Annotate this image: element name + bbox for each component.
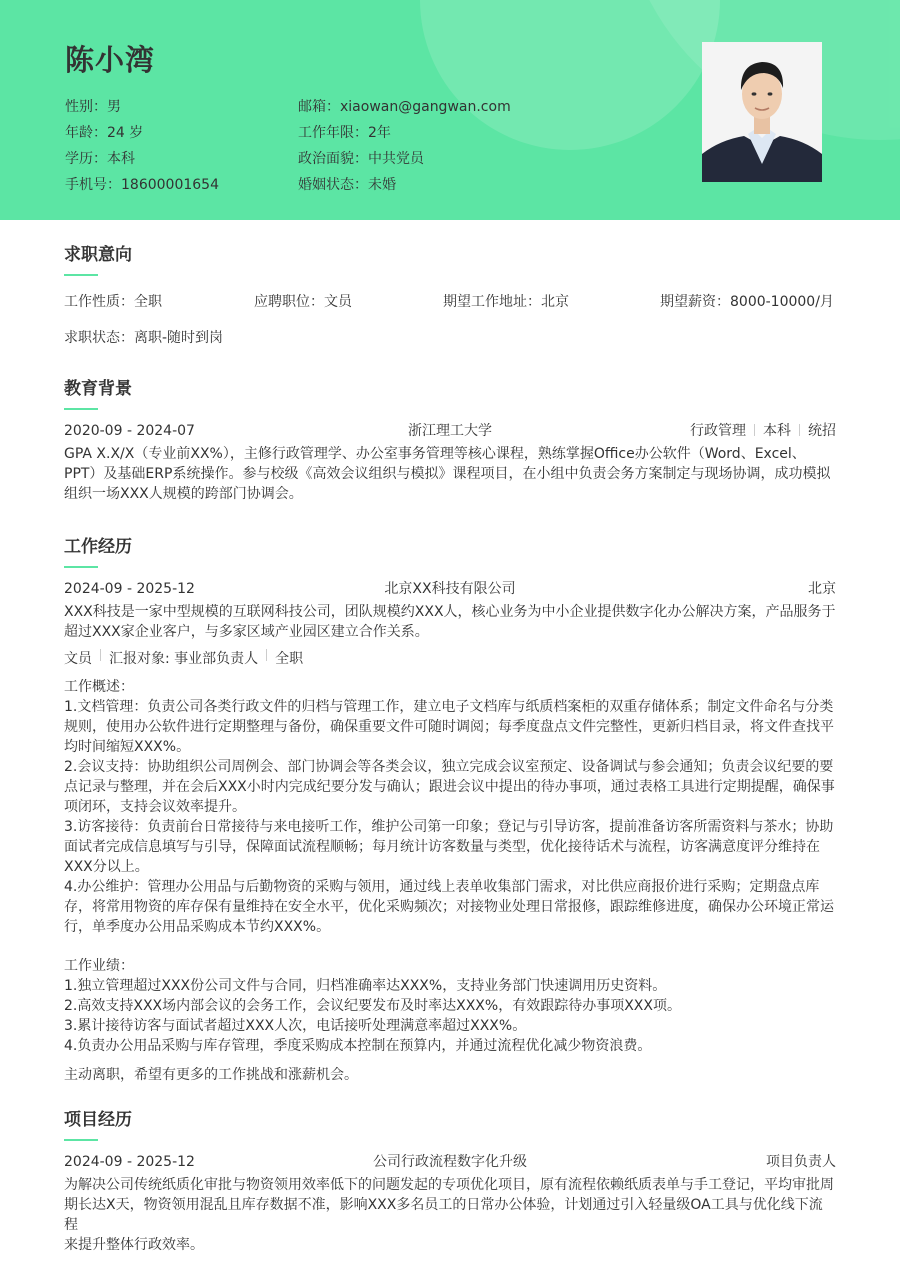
intent-location: 期望工作地址：北京 [443,294,569,310]
avatar-photo-icon [702,42,822,182]
section-education [64,348,836,504]
divider [799,424,800,436]
project-role: 项目负责人 [766,1154,836,1170]
info-experience: 工作年限：2年 [298,125,391,141]
section-work [64,504,836,1085]
education-school: 浙江理工大学 [408,423,492,439]
info-phone: 手机号：18600001654 [65,177,219,193]
profile-photo [702,42,822,182]
section-title: 教育背景 [64,379,132,399]
work-leave-reason: 主动离职，希望有更多的工作挑战和涨薪机会。 [64,1067,358,1083]
work-city: 北京 [808,581,836,597]
info-politics: 政治面貌：中共党员 [298,151,424,167]
section-title: 项目经历 [64,1110,132,1130]
education-description: GPA X.X/X（专业前XX%），主修行政管理学、办公室事务管理等核心课程，熟练掌握Office办公软件（Word、Excel、 PPT）及基础ERP系统操作。参与校级《高效会议组织与模拟》课程项目，在小组中负责会务方案制定与现场协调，成功模拟 组织一场XXX人规模的跨部门协调会。 [64,446,831,502]
divider [100,649,101,661]
intent-job-type: 工作性质：全职 [64,294,162,310]
education-period: 2020-09 - 2024-07 [64,423,195,439]
work-period: 2024-09 - 2025-12 [64,581,195,597]
candidate-name: 陈小湾 [65,43,156,77]
work-achievements: 工作业绩： 1.独立管理超过XXX份公司文件与合同，归档准确率达XXX%，支持业务部门快速调用历史资料。 2.高效支持XXX场内部会议的会务工作，会议纪要发布及时率达XXX%，有效跟踪待办事项XXX项。 3.累计接待访客与面试者超过XXX人次，电话接听处理满意率超过XXX%。 4.负责办公用品采购与库存管理，季度采购成本控制在预算内，并通过流程优化减少物资浪费。 [64,958,681,1054]
resume-body [0,220,900,1255]
work-company: 北京XX科技有限公司 [384,581,516,597]
work-tags: 文员 汇报对象: 事业部负责人 全职 [64,651,304,667]
education-header-row [64,421,836,441]
section-job-intent [64,220,836,348]
info-marital: 婚姻状态：未婚 [298,177,396,193]
section-title: 工作经历 [64,537,132,557]
section-title: 求职意向 [64,245,132,265]
info-email: 邮箱：xiaowan@gangwan.com [298,99,511,115]
work-overview: 工作概述： 1.文档管理：负责公司各类行政文件的归档与管理工作，建立电子文档库与纸质档案柜的双重存储体系；制定文件命名与分类 规则，使用办公软件进行定期整理与备份，确保重要文件可随时调阅；每季度盘点文件完整性，更新归档目录，将文件查找平 均时间缩短XXX%。 2.会议支持：协助组织公司周例会、部门协调会等各类会议，独立完成会议室预定、设备调试与参会通知；负责会议纪要的要 点记录与整理，并在会后XXX小时内完成纪要分发与确认；跟进会议中提出的待办事项，通过表格工具进行定期提醒，确保事 项闭环，支持会议效率提升。 3.访客接待：负责前台日常接待与来电接听工作，维护公司第一印象；登记与引导访客，提前准备访客所需资料与茶水；协助 面试者完成信息填写与引导，保障面试流程顺畅；每月统计访客数量与类型，优化接待话术与流程，访客满意度评分维持在 XXX分以上。 4.办公维护：管理办公用品与后勤物资的采购与领用，通过线上表单收集部门需求，对比供应商报价进行采购；定期盘点库 存，将常用物资的库存保有量维持在安全水平，优化采购频次；对接物业处理日常报修，跟踪维修进度，确保办公环境正常运 行，单季度办公用品采购成本节约XXX%。 [64,679,835,935]
project-header-row [64,1152,836,1172]
intent-row [64,292,836,312]
intent-status: 求职状态： 离职-随时到岗 [64,330,224,346]
resume-header [0,0,900,220]
divider [266,649,267,661]
section-accent-bar [64,1139,98,1141]
intent-salary: 期望薪资：8000-10000/月 [660,294,834,310]
work-company-intro: XXX科技是一家中型规模的互联网科技公司，团队规模约XXX人，核心业务为中小企业提供数字化办公解决方案，产品服务于 超过XXX家企业客户，与多家区域产业园区建立合作关系。 [64,604,836,640]
section-accent-bar [64,408,98,410]
section-accent-bar [64,566,98,568]
education-degree-info: 行政管理 本科 统招 [690,423,836,439]
project-period: 2024-09 - 2025-12 [64,1154,195,1170]
intent-position: 应聘职位：文员 [254,294,352,310]
section-accent-bar [64,274,98,276]
info-education: 学历：本科 [65,151,135,167]
work-header-row [64,579,836,599]
info-gender: 性别：男 [65,99,121,115]
divider [754,424,755,436]
section-project [64,1085,836,1255]
project-name: 公司行政流程数字化升级 [373,1154,527,1170]
project-description: 为解决公司传统纸质化审批与物资领用效率低下的问题发起的专项优化项目，原有流程依赖纸质表单与手工登记，平均审批周 期长达X天，物资领用混乱且库存数据不准，影响XXX多名员工的日常办公体验，计划通过引入轻量级OA工具与优化线下流程 来提升整体行政效率。 [64,1177,834,1253]
info-age: 年龄：24 岁 [65,125,144,141]
